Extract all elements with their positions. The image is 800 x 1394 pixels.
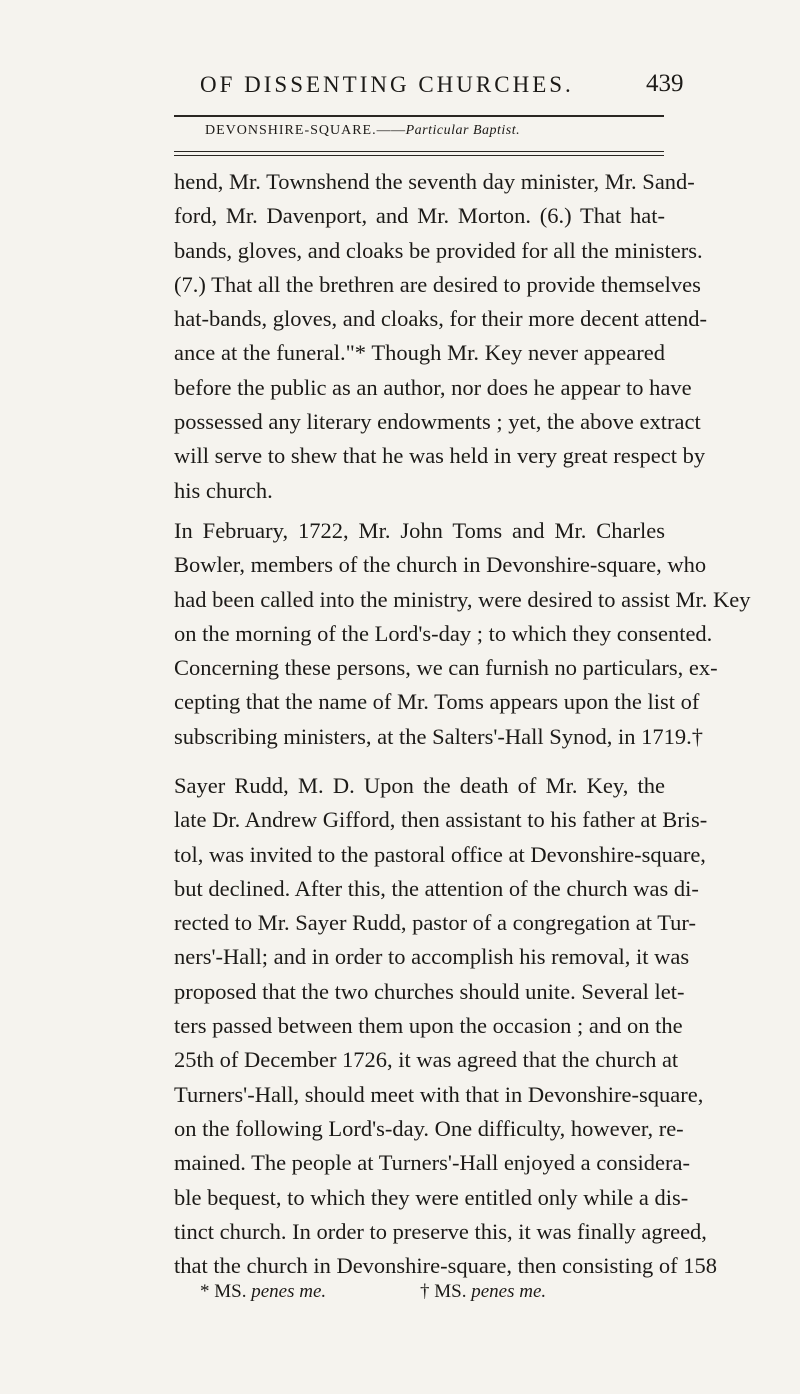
text-line: will serve to shew that he was held in very great respect by <box>174 443 706 469</box>
text-line: subscribing ministers, at the Salters'-Hall Synod, in 1719.† <box>174 723 704 749</box>
text-line: tinct church. In order to preserve this, it was finally agreed, <box>174 1218 707 1244</box>
text-line: 25th of December 1726, it was agreed that the church at <box>174 1047 679 1073</box>
subhead-place: DEVONSHIRE-SQUARE. <box>205 123 377 138</box>
text-line: ford, Mr. Davenport, and Mr. Morton. (6.) That hat- <box>174 203 665 229</box>
footnote-2-text: MS. <box>434 1281 467 1302</box>
text-line: In February, 1722, Mr. John Toms and Mr. Charles <box>174 518 665 543</box>
paragraph-2 <box>174 514 751 754</box>
subhead-denomination: Particular Baptist. <box>405 123 521 138</box>
footnote-1-mark: * <box>200 1281 210 1302</box>
text-line: ble bequest, to which they were entitled only while a dis- <box>174 1184 689 1210</box>
text-line: Bowler, members of the church in Devonshire-square, who <box>174 552 707 578</box>
text-line: ners'-Hall; and in order to accomplish his removal, it was <box>174 944 690 970</box>
text-line: late Dr. Andrew Gifford, then assistant to his father at Bris- <box>174 807 708 833</box>
text-line: on the morning of the Lord's-day ; to which they consented. <box>174 620 713 646</box>
text-line: hat-bands, gloves, and cloaks, for their more decent attend- <box>174 306 707 332</box>
paragraph-1 <box>174 165 707 508</box>
text-line: Concerning these persons, we can furnish no particulars, ex- <box>174 655 718 681</box>
text-line: that the church in Devonshire-square, then consisting of 158 <box>174 1253 717 1279</box>
footnote-2 <box>420 1281 546 1303</box>
subhead-rule-upper <box>174 151 664 152</box>
text-line: Turners'-Hall, should meet with that in Devonshire-square, <box>174 1081 704 1107</box>
text-line: tol, was invited to the pastoral office at Devonshire-square, <box>174 841 706 867</box>
text-line: cepting that the name of Mr. Toms appears upon the list of <box>174 689 700 715</box>
footnote-2-mark: † <box>420 1281 430 1302</box>
text-line: hend, Mr. Townshend the seventh day minister, Mr. Sand- <box>174 169 695 194</box>
text-line: but declined. After this, the attention of the church was di- <box>174 875 699 901</box>
footnote-1-italic: penes me. <box>251 1281 327 1302</box>
header-rule <box>174 115 664 117</box>
footnote-1 <box>200 1281 326 1303</box>
subhead-dash: —— <box>376 123 406 138</box>
text-line: bands, gloves, and cloaks be provided for all the ministers. <box>174 237 703 263</box>
text-line: mained. The people at Turners'-Hall enjoyed a considera- <box>174 1150 690 1176</box>
text-line: (7.) That all the brethren are desired to provide themselves <box>174 271 701 297</box>
text-line: proposed that the two churches should unite. Several let- <box>174 978 685 1004</box>
running-head: OF DISSENTING CHURCHES. <box>200 72 574 97</box>
footnote-2-italic: penes me. <box>471 1281 547 1302</box>
text-line: Sayer Rudd, M. D. Upon the death of Mr. Key, the <box>174 773 665 798</box>
section-subhead <box>205 123 520 139</box>
page-number: 439 <box>646 70 684 97</box>
subhead-rule-lower <box>174 155 664 156</box>
text-line: his church. <box>174 477 273 503</box>
text-line: ters passed between them upon the occasion ; and on the <box>174 1013 683 1039</box>
text-line: ance at the funeral."* Though Mr. Key never appeared <box>174 340 665 366</box>
paragraph-3 <box>174 769 717 1283</box>
text-line: possessed any literary endowments ; yet, the above extract <box>174 409 701 435</box>
text-line: before the public as an author, nor does he appear to have <box>174 374 692 400</box>
text-line: rected to Mr. Sayer Rudd, pastor of a congregation at Tur- <box>174 910 696 936</box>
footnote-1-text: MS. <box>214 1281 247 1302</box>
text-line: had been called into the ministry, were desired to assist Mr. Key <box>174 586 751 612</box>
text-line: on the following Lord's-day. One difficulty, however, re- <box>174 1115 684 1141</box>
